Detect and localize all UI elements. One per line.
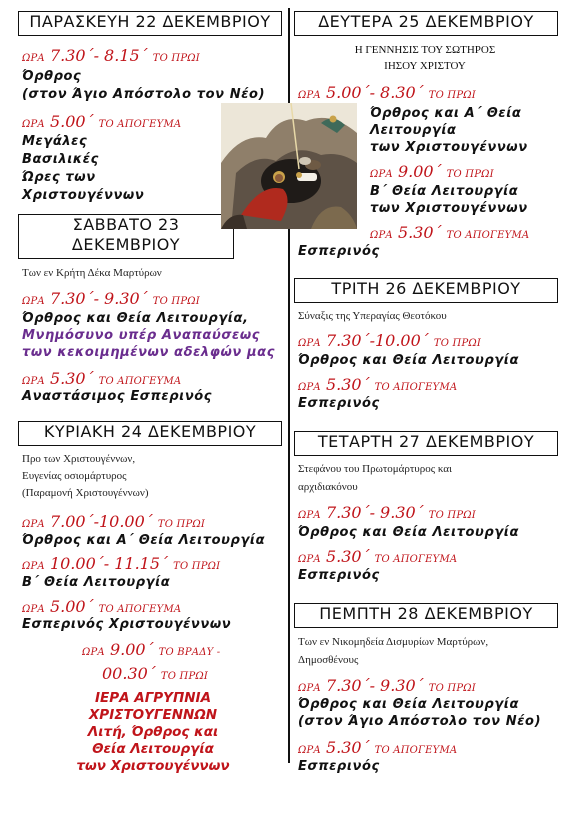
wednesday-note-1: Στεφάνου του Πρωτομάρτυρος και [298, 463, 453, 475]
time-suffix: ΤΟ ΑΠΟΓΕΥΜΑ [374, 554, 458, 565]
saturday-header [18, 214, 234, 259]
time-value: 5.00΄- 8.30΄ [325, 83, 424, 102]
time-value: 7.30΄- 9.30΄ [49, 289, 148, 308]
time-prefix: ΩΡΑ [22, 296, 45, 307]
time-suffix: ΤΟ ΒΡΑΔΥ - [158, 647, 221, 658]
time-suffix: ΤΟ ΑΠΟΓΕΥΜΑ [374, 382, 458, 393]
time-value: 9.00΄ [109, 640, 154, 659]
time-prefix: ΩΡΑ [298, 745, 321, 756]
saturday-header-line2: ΔΕΚΕΜΒΡΙΟΥ [71, 235, 181, 254]
monday-service-1-line: των Χριστουγέννων [370, 140, 528, 155]
wednesday-note-2: αρχιδιακόνου [298, 481, 358, 493]
time-value: 5.00΄ [49, 597, 94, 616]
wednesday-service-2: Εσπερινός [298, 568, 380, 583]
saturday-time-2 [22, 369, 181, 388]
time-value: 7.30΄- 9.30΄ [325, 676, 424, 695]
thursday-note-2: Δημοσθένους [298, 654, 359, 666]
monday-header-text: ΔΕΥΤΕΡΑ 25 ΔΕΚΕΜΒΡΙΟΥ [318, 12, 534, 31]
friday-service-2-line: Ώρες των [22, 170, 96, 185]
saturday-service-2: Αναστάσιμος Εσπερινός [22, 389, 213, 404]
saturday-service-1: Όρθρος και Θεία Λειτουργία, [22, 311, 249, 326]
tuesday-header-text: ΤΡΙΤΗ 26 ΔΕΚΕΜΒΡΙΟΥ [331, 279, 521, 298]
sunday-service-3: Εσπερινός Χριστουγέννων [22, 617, 232, 632]
time-prefix: ΩΡΑ [298, 90, 321, 101]
sunday-service-1: Όρθρος και Α΄ Θεία Λειτουργία [22, 533, 266, 548]
time-prefix: ΩΡΑ [298, 382, 321, 393]
time-suffix: ΤΟ ΑΠΟΓΕΥΜΑ [446, 230, 530, 241]
time-suffix: ΤΟ ΠΡΩΙ [157, 519, 206, 530]
tuesday-time-2 [298, 375, 457, 394]
monday-feast-2: ΙΗΣΟΥ ΧΡΙΣΤΟΥ [384, 60, 466, 72]
monday-service-2-line: των Χριστουγέννων [370, 201, 528, 216]
monday-time-2 [370, 162, 494, 181]
vigil-line: ΙΕΡΑ ΑΓΡΥΠΝΙΑ [94, 690, 212, 706]
time-prefix: ΩΡΑ [22, 604, 45, 615]
time-suffix: ΤΟ ΠΡΩΙ [152, 53, 200, 64]
thursday-header-text: ΠΕΜΠΤΗ 28 ΔΕΚΕΜΒΡΙΟΥ [319, 604, 533, 623]
monday-service-1-line: Όρθρος και Α΄ Θεία [370, 106, 522, 121]
friday-service-1a: Όρθρος [22, 69, 82, 84]
time-prefix: ΩΡΑ [298, 683, 321, 694]
saturday-memorial-2: των κεκοιμημένων αδελφών μας [22, 345, 276, 360]
sunday-time-1 [22, 512, 205, 531]
time-value: 5.30΄ [325, 738, 370, 757]
sunday-note-2: Ευγενίας οσιομάρτυρος [22, 470, 127, 482]
saturday-header-line1: ΣΑΒΒΑΤΟ 23 [72, 215, 180, 234]
time-suffix: ΤΟ ΠΡΩΙ [152, 296, 200, 307]
monday-service-3: Εσπερινός [298, 244, 380, 259]
time-prefix: ΩΡΑ [82, 647, 105, 658]
time-value: 5.30΄ [325, 547, 370, 566]
time-suffix: ΤΟ ΠΡΩΙ [428, 683, 476, 694]
time-prefix: ΩΡΑ [22, 519, 45, 530]
friday-header-text: ΠΑΡΑΣΚΕΥΗ 22 ΔΕΚΕΜΒΡΙΟΥ [29, 12, 271, 31]
time-suffix: ΤΟ ΠΡΩΙ [428, 90, 476, 101]
tuesday-note: Σύναξις της Υπεραγίας Θεοτόκου [298, 310, 447, 322]
wednesday-time-2 [298, 547, 457, 566]
sunday-time-2 [22, 554, 220, 573]
time-prefix: ΩΡΑ [298, 338, 321, 349]
time-suffix: ΤΟ ΑΠΟΓΕΥΜΑ [98, 376, 182, 387]
vigil-line: ΧΡΙΣΤΟΥΓΕΝΝΩΝ [88, 707, 218, 723]
wednesday-header [294, 431, 558, 456]
sunday-time-3 [22, 597, 181, 616]
friday-service-1b: (στον Άγιο Απόστολο τον Νέο) [22, 87, 266, 102]
thursday-service-2: Εσπερινός [298, 759, 380, 774]
time-value: 5.30΄ [325, 375, 370, 394]
time-value: 7.00΄-10.00΄ [49, 512, 153, 531]
sunday-service-2: Β΄ Θεία Λειτουργία [22, 575, 171, 590]
thursday-time-1 [298, 676, 476, 695]
time-prefix: ΩΡΑ [22, 119, 45, 130]
vigil-block [18, 690, 288, 775]
friday-service-2-line: Χριστουγέννων [22, 188, 145, 203]
tuesday-header [294, 278, 558, 303]
time-suffix: ΤΟ ΑΠΟΓΕΥΜΑ [98, 604, 182, 615]
vigil-line: Λιτή, Όρθρος και [87, 724, 219, 740]
time-prefix: ΩΡΑ [22, 561, 45, 572]
sunday-note-1: Προ των Χριστουγέννων, [22, 453, 136, 465]
sunday-header [18, 421, 282, 446]
wednesday-time-1 [298, 503, 476, 522]
time-prefix: ΩΡΑ [370, 230, 393, 241]
time-suffix: ΤΟ ΑΠΟΓΕΥΜΑ [374, 745, 458, 756]
time-value: 7.30΄- 8.15΄ [49, 46, 148, 65]
tuesday-time-1 [298, 331, 481, 350]
vigil-line: Θεία Λειτουργία [92, 741, 214, 757]
tuesday-service-1: Όρθρος και Θεία Λειτουργία [298, 353, 519, 368]
thursday-service-1a: Όρθρος και Θεία Λειτουργία [298, 697, 519, 712]
monday-time-1 [298, 83, 476, 102]
friday-time-1 [22, 46, 200, 65]
thursday-service-1b: (στον Άγιο Απόστολο τον Νέο) [298, 714, 542, 729]
sunday-time-4-end [102, 664, 208, 683]
time-value: 5.00΄ [49, 112, 94, 131]
time-suffix: ΤΟ ΠΡΩΙ [446, 169, 494, 180]
sunday-header-text: ΚΥΡΙΑΚΗ 24 ΔΕΚΕΜΒΡΙΟΥ [43, 422, 257, 441]
time-value: 5.30΄ [397, 223, 442, 242]
time-prefix: ΩΡΑ [22, 376, 45, 387]
saturday-note: Των εν Κρήτη Δέκα Μαρτύρων [22, 267, 162, 279]
friday-header [18, 11, 282, 36]
monday-feast-1: Η ΓΕΝΝΗΣΙΣ ΤΟΥ ΣΩΤΗΡΟΣ [354, 44, 496, 56]
wednesday-header-text: ΤΕΤΑΡΤΗ 27 ΔΕΚΕΜΒΡΙΟΥ [317, 432, 535, 451]
sunday-note-3: (Παραμονή Χριστουγέννων) [22, 487, 149, 499]
saturday-time-1 [22, 289, 200, 308]
friday-service-2-line: Μεγάλες [22, 134, 88, 149]
time-suffix: ΤΟ ΠΡΩΙ [160, 671, 209, 682]
time-value: 7.30΄- 9.30΄ [325, 503, 424, 522]
time-prefix: ΩΡΑ [298, 554, 321, 565]
sunday-time-4 [82, 640, 220, 659]
nativity-icon [221, 103, 357, 229]
friday-time-2 [22, 112, 181, 131]
time-value: 00.30΄ [102, 664, 156, 683]
vigil-line: των Χριστουγέννων [76, 758, 230, 774]
thursday-time-2 [298, 738, 457, 757]
time-value: 7.30΄-10.00΄ [325, 331, 429, 350]
time-suffix: ΤΟ ΠΡΩΙ [428, 510, 476, 521]
monday-time-3 [370, 223, 529, 242]
time-value: 9.00΄ [397, 162, 442, 181]
thursday-note-1: Των εν Νικομηδεία Δισμυρίων Μαρτύρων, [298, 636, 489, 648]
thursday-header [294, 603, 558, 628]
time-prefix: ΩΡΑ [298, 510, 321, 521]
monday-header [294, 11, 558, 36]
monday-service-2-line: Β΄ Θεία Λειτουργία [370, 184, 519, 199]
time-suffix: ΤΟ ΠΡΩΙ [433, 338, 482, 349]
wednesday-service-1: Όρθρος και Θεία Λειτουργία [298, 525, 519, 540]
time-suffix: ΤΟ ΑΠΟΓΕΥΜΑ [98, 119, 182, 130]
time-value: 5.30΄ [49, 369, 94, 388]
monday-service-1-line: Λειτουργία [370, 123, 457, 138]
friday-service-2-line: Βασιλικές [22, 152, 99, 167]
tuesday-service-2: Εσπερινός [298, 396, 380, 411]
time-prefix: ΩΡΑ [370, 169, 393, 180]
time-prefix: ΩΡΑ [22, 53, 45, 64]
time-value: 10.00΄- 11.15΄ [49, 554, 169, 573]
time-suffix: ΤΟ ΠΡΩΙ [173, 561, 221, 572]
saturday-memorial-1: Μνημόσυνο υπέρ Αναπαύσεως [22, 328, 261, 343]
